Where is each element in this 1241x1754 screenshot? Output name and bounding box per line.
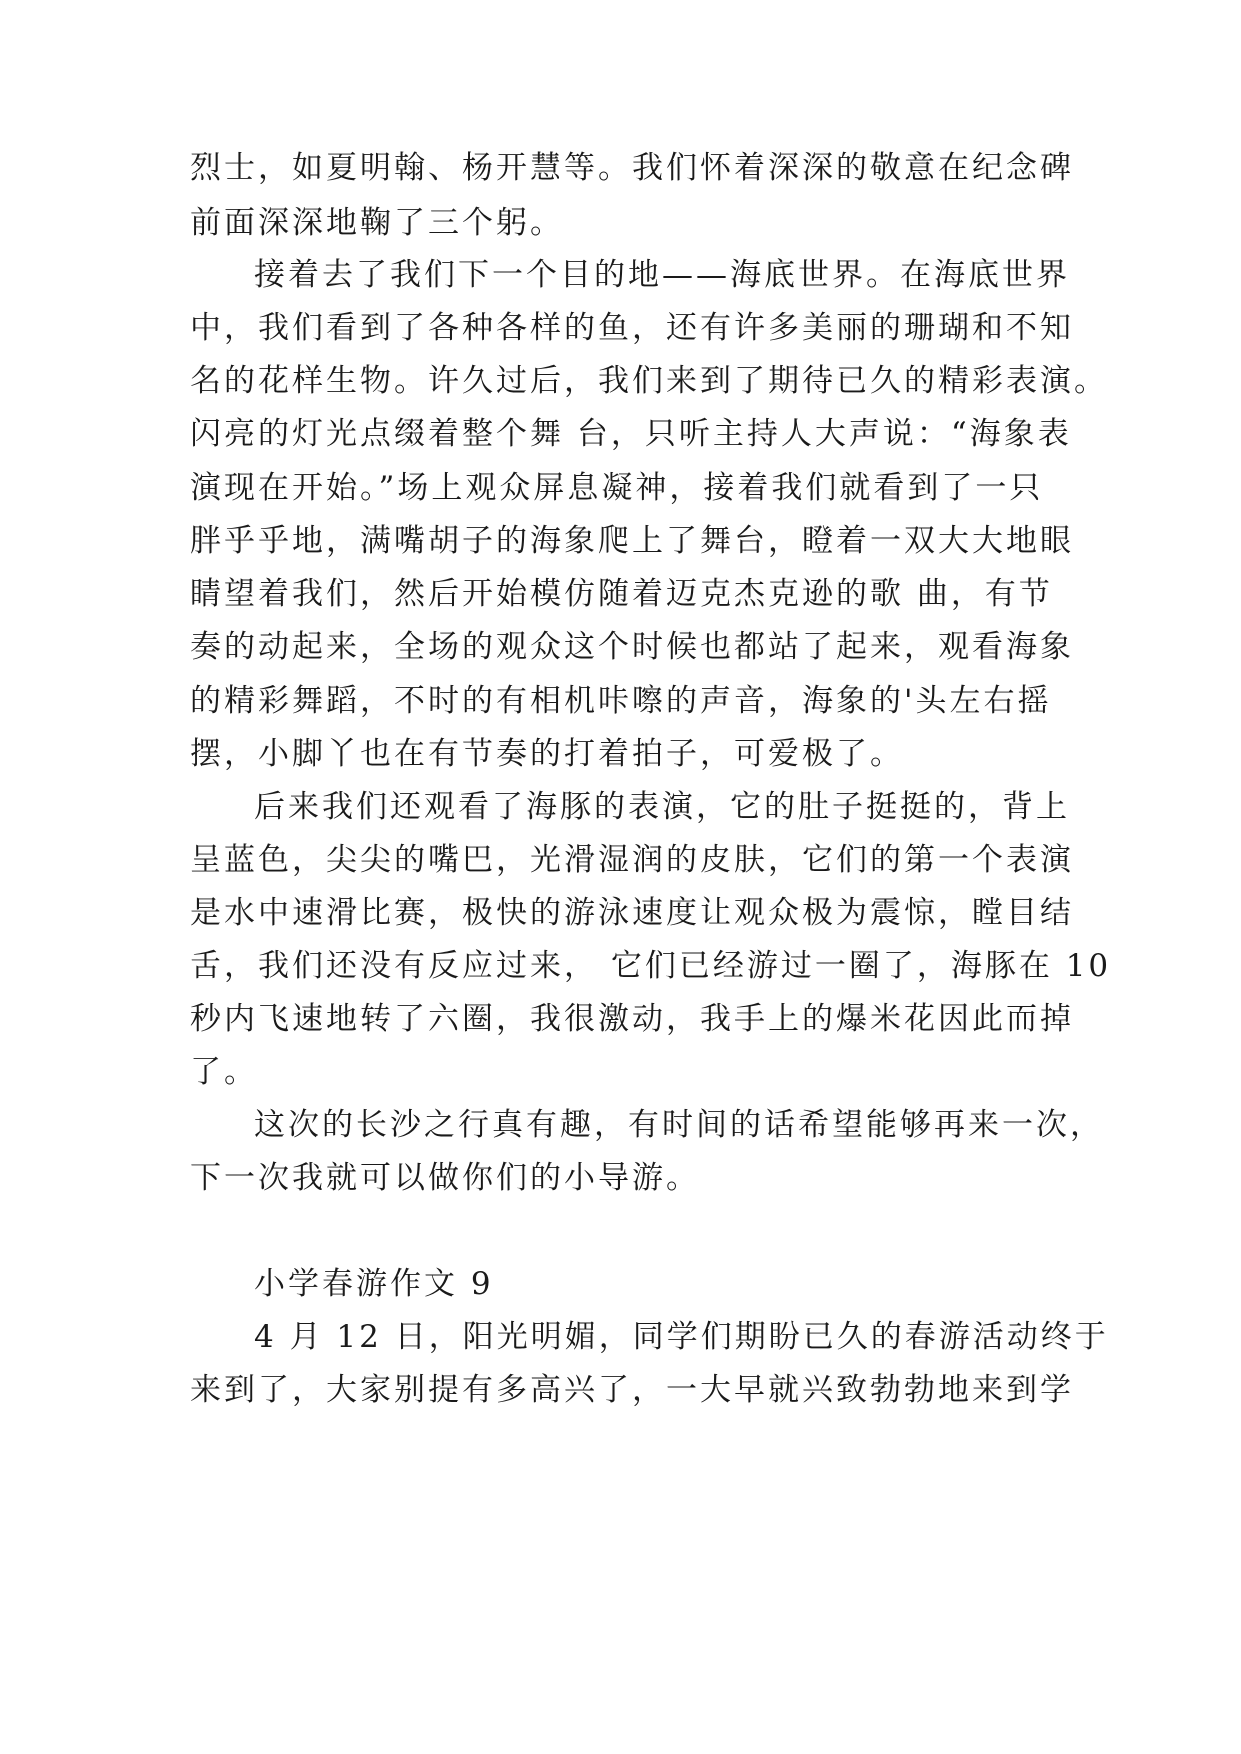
text-line: 中，我们看到了各种各样的鱼，还有许多美丽的珊瑚和不知 <box>190 310 1074 346</box>
text-line: 是水中速滑比赛，极快的游泳速度让观众极为震惊，瞠目结 <box>190 895 1074 931</box>
paragraph-first-line: 后来我们还观看了海豚的表演，它的肚子挺挺的，背上 <box>254 789 1070 825</box>
text-line: 睛望着我们，然后开始模仿随着迈克杰克逊的歌 曲，有节 <box>190 576 1053 612</box>
section-title: 小学春游作文 9 <box>254 1266 494 1302</box>
text-line: 呈蓝色，尖尖的嘴巴，光滑湿润的皮肤，它们的第一个表演 <box>190 842 1074 878</box>
text-line: 了。 <box>190 1054 258 1090</box>
text-line: 舌，我们还没有反应过来， 它们已经游过一圈了，海豚在 10 <box>190 948 1112 984</box>
text-line: 闪亮的灯光点缀着整个舞 台，只听主持人大声说：“海象表 <box>190 416 1072 452</box>
paragraph-first-line: 4 月 12 日，阳光明媚，同学们期盼已久的春游活动终于 <box>254 1319 1109 1355</box>
text-line: 奏的动起来，全场的观众这个时候也都站了起来，观看海象 <box>190 629 1074 665</box>
paragraph-first-line: 接着去了我们下一个目的地——海底世界。在海底世界 <box>254 257 1070 293</box>
text-line: 烈士，如夏明翰、杨开慧等。我们怀着深深的敬意在纪念碑 <box>190 150 1074 186</box>
text-line: 摆，小脚丫也在有节奏的打着拍子，可爱极了。 <box>190 736 904 772</box>
text-line: 名的花样生物。许久过后，我们来到了期待已久的精彩表演。 <box>190 363 1108 399</box>
paragraph-first-line: 这次的长沙之行真有趣，有时间的话希望能够再来一次， <box>254 1107 1104 1143</box>
text-line: 秒内飞速地转了六圈，我很激动，我手上的爆米花因此而掉 <box>190 1001 1074 1037</box>
text-line: 胖乎乎地，满嘴胡子的海象爬上了舞台，瞪着一双大大地眼 <box>190 523 1074 559</box>
text-line: 下一次我就可以做你们的小导游。 <box>190 1160 700 1196</box>
text-line: 的精彩舞蹈，不时的有相机咔嚓的声音，海象的'头左右摇 <box>190 683 1052 719</box>
text-line: 前面深深地鞠了三个躬。 <box>190 205 564 241</box>
text-line: 来到了，大家别提有多高兴了，一大早就兴致勃勃地来到学 <box>190 1372 1074 1408</box>
text-line: 演现在开始。”场上观众屏息凝神，接着我们就看到了一只 <box>190 470 1044 506</box>
